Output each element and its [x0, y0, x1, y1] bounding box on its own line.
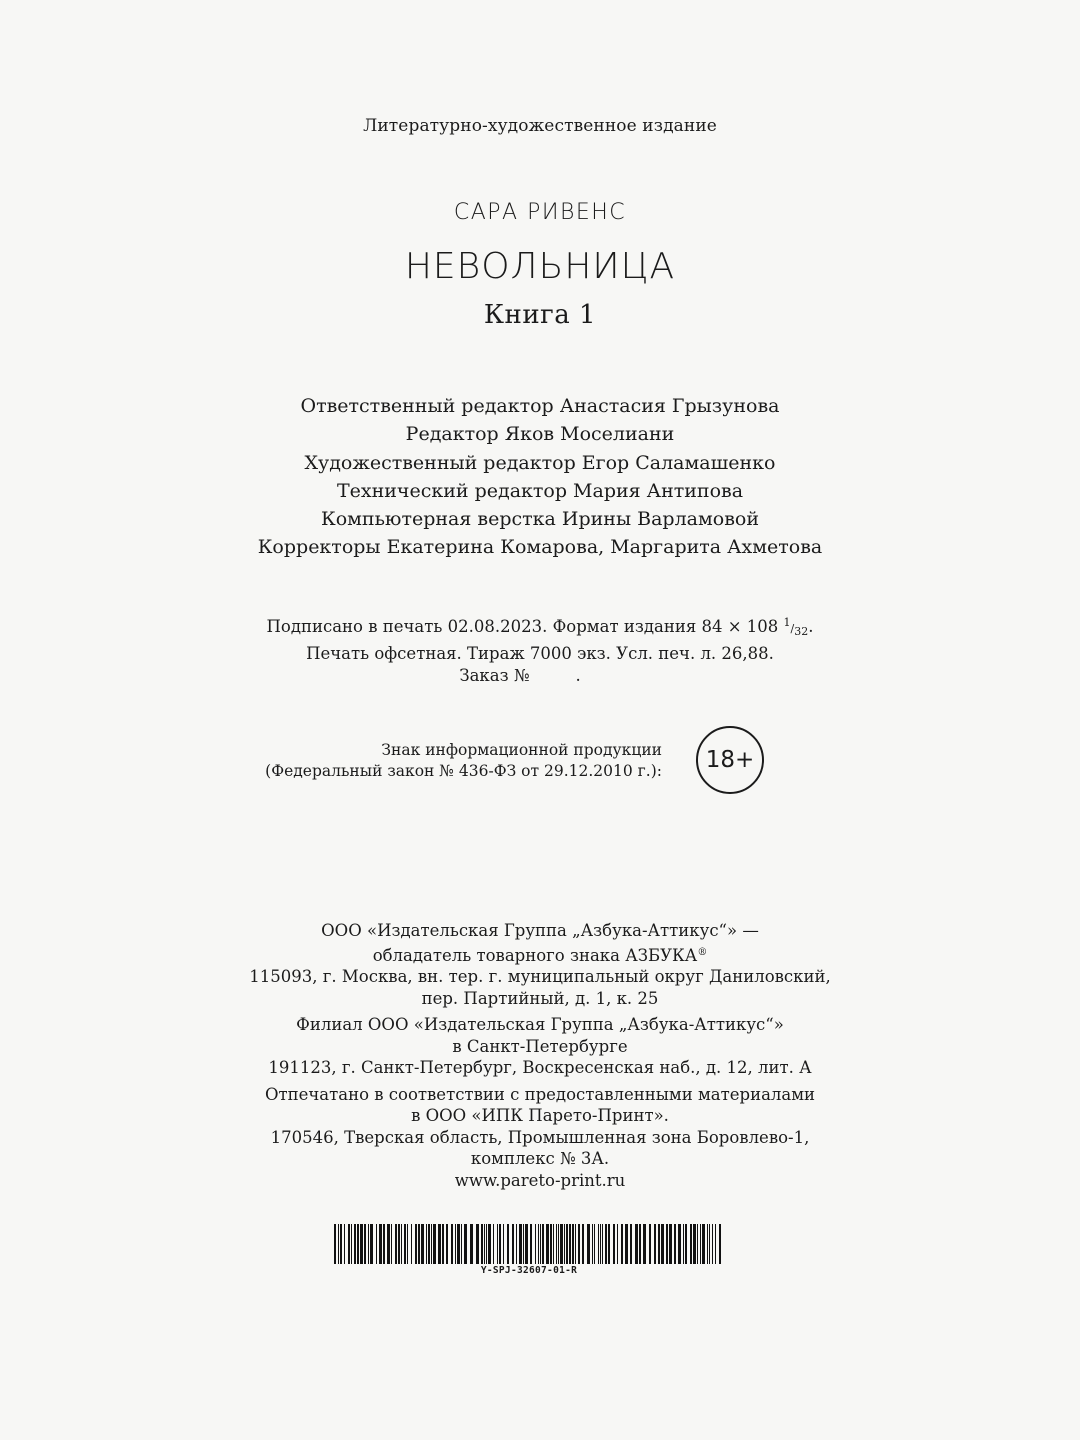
publisher-line: 191123, г. Санкт-Петербург, Воскресенская наб., д. 12, лит. А — [268, 1058, 812, 1077]
signed-period: . — [808, 617, 814, 636]
credit-line: Компьютерная верстка Ирины Варламовой — [321, 508, 759, 531]
printer-website: www.pareto-print.ru — [454, 1170, 626, 1190]
print-info-block — [0, 612, 1080, 687]
author-name: САРА РИВЕНС — [453, 200, 627, 225]
barcode-icon — [334, 1224, 724, 1264]
print-signed-line — [0, 612, 1080, 643]
fraction-slash: / — [790, 622, 795, 635]
publisher-group-branch — [0, 1014, 1080, 1079]
order-line — [0, 665, 1060, 687]
fraction-numerator: 1 — [783, 616, 791, 629]
publisher-line: пер. Партийный, д. 1, к. 25 — [421, 988, 659, 1008]
printer-line: в ООО «ИПК Парето-Принт». — [411, 1106, 669, 1125]
edition-type: Литературно-художественное издание — [363, 116, 717, 136]
order-label: Заказ № — [459, 666, 530, 685]
order-end: . — [575, 666, 581, 685]
trademark-text: обладатель товарного знака АЗБУКА — [372, 945, 698, 965]
publisher-block — [0, 920, 1080, 1196]
publisher-group-main — [0, 920, 1080, 1009]
credit-line: Художественный редактор Егор Саламашенко — [304, 451, 776, 474]
printer-line: 170546, Тверская область, Промышленная зона Боровлево-1, — [270, 1127, 810, 1147]
publisher-line: ООО «Издательская Группа „Азбука-Аттикус“» — — [321, 921, 759, 940]
publisher-line: Филиал ООО «Издательская Группа „Азбука-Аттикус“» — [296, 1015, 784, 1034]
publisher-line — [0, 942, 1080, 967]
volume-number: Книга 1 — [483, 300, 597, 330]
credit-line: Корректоры Екатерина Комарова, Маргарита Ахметова — [257, 536, 823, 559]
book-title: НЕВОЛЬНИЦА — [404, 246, 676, 287]
credits-block — [0, 392, 1080, 562]
fraction-denominator: 32 — [794, 625, 809, 638]
publisher-line: в Санкт-Петербурге — [452, 1036, 628, 1056]
barcode-code: Y-SPJ-32607-01-R — [480, 1265, 578, 1276]
age-rating-badge: 18+ — [696, 726, 764, 794]
publisher-line: 115093, г. Москва, вн. тер. г. муниципальный округ Даниловский, — [249, 967, 831, 986]
publisher-group-printer — [0, 1084, 1080, 1192]
format-fraction — [783, 616, 809, 638]
credit-line: Ответственный редактор Анастасия Грызунова — [300, 395, 780, 417]
print-run-line: Печать офсетная. Тираж 7000 экз. Усл. печ. л. 26,88. — [306, 644, 774, 663]
credit-line: Технический редактор Мария Антипова — [336, 479, 744, 502]
signed-text: Подписано в печать 02.08.2023. Формат издания 84 × 108 — [266, 617, 784, 636]
age-rating-line2: (Федеральный закон № 436-ФЗ от 29.12.2010 г.): — [265, 762, 662, 780]
printer-line: Отпечатано в соответствии с предоставленными материалами — [264, 1084, 816, 1104]
printer-line: комплекс № 3А. — [470, 1149, 610, 1168]
registered-mark: ® — [697, 946, 708, 958]
age-rating-line1: Знак информационной продукции — [381, 741, 662, 759]
age-rating-text — [200, 740, 662, 782]
credit-line: Редактор Яков Моселиани — [405, 423, 675, 446]
